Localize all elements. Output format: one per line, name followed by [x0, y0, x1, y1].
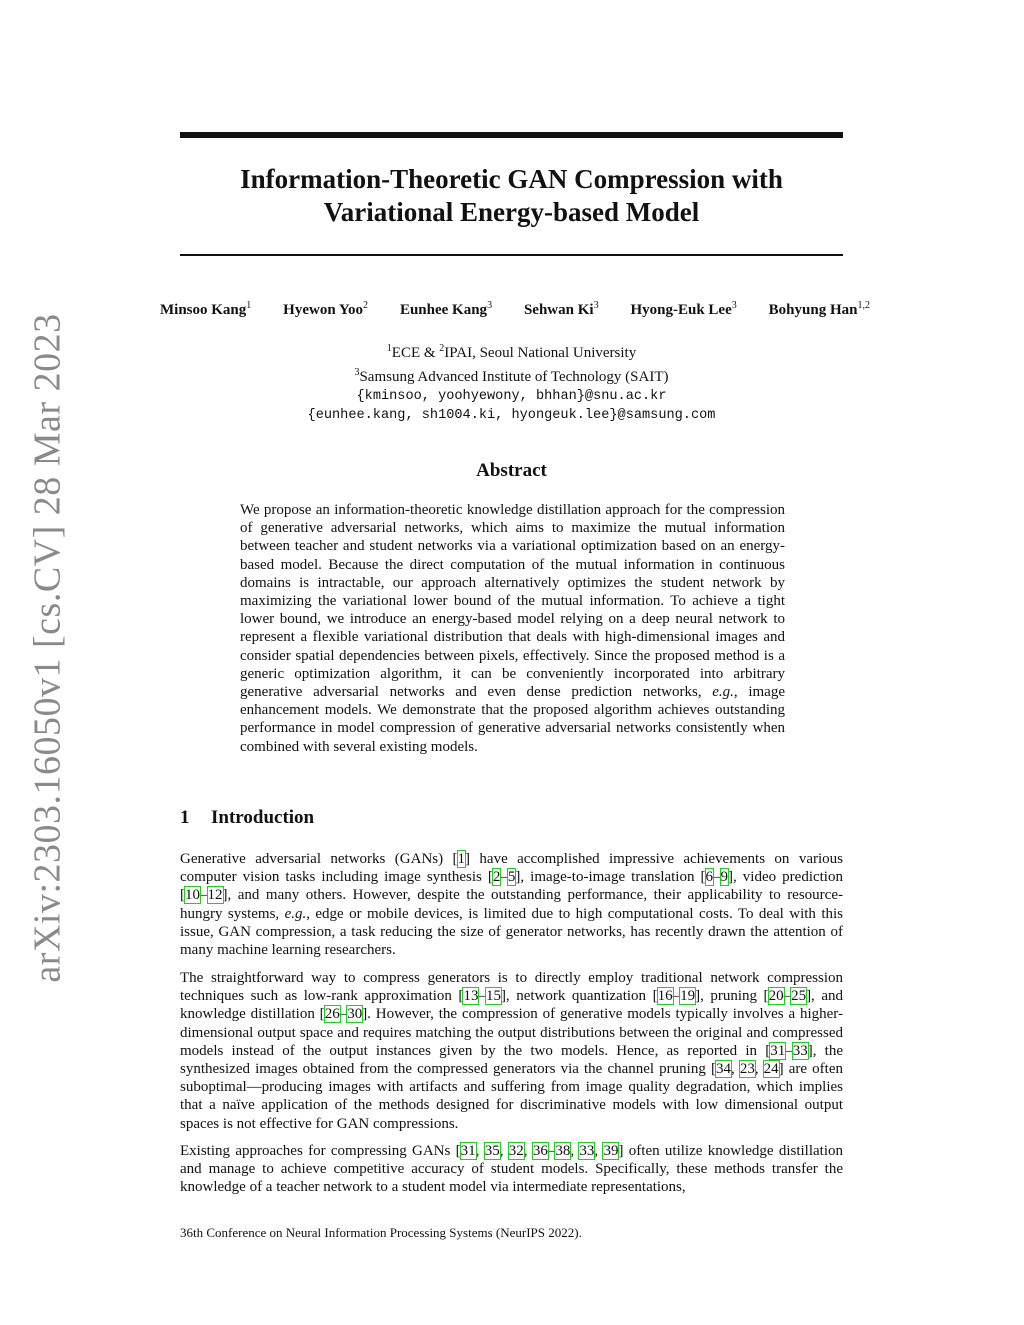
- citation-link[interactable]: 25: [791, 988, 807, 1005]
- citation-link[interactable]: 1: [457, 851, 466, 867]
- email-samsung: {eunhee.kang, sh1004.ki, hyongeuk.lee}@samsung.com: [307, 408, 716, 423]
- citation-link[interactable]: 19: [680, 988, 696, 1005]
- affiliation-snu: $^1$ECE & $^2$IPAI, Seoul National University: [386, 343, 637, 361]
- intro-paragraph-3: Existing approaches for compressing GANs [31, 35, 32, 36–38, 33, 39] often utilize knowledge distillation and manage to achieve competitive accuracy of student models. Specifically, these methods transfer the knowledge of a teacher network to a student model via intermediate representations,: [180, 1143, 844, 1196]
- citation-link[interactable]: 23: [739, 1061, 755, 1078]
- citation-link[interactable]: 10: [185, 887, 200, 904]
- author: Bohyung Han$^{1,2}$: [768, 300, 870, 318]
- citation-link[interactable]: 5: [507, 869, 516, 886]
- citation-link[interactable]: 9: [720, 869, 729, 886]
- citation-link[interactable]: 15: [485, 988, 501, 1005]
- paper-title: [180, 163, 843, 229]
- title-top-rule: [180, 132, 843, 138]
- citation-link[interactable]: 26: [324, 1006, 340, 1023]
- citation-link[interactable]: 31: [460, 1143, 476, 1159]
- citation-link[interactable]: 38: [555, 1143, 571, 1159]
- citation-link[interactable]: 16: [657, 988, 673, 1005]
- citation-link[interactable]: 33: [579, 1143, 595, 1159]
- author: Hyong-Euk Lee$^3$: [630, 300, 737, 318]
- conference-footnote: 36th Conference on Neural Information Processing Systems (NeurIPS 2022).: [180, 1225, 582, 1240]
- author-list: [160, 300, 870, 319]
- abstract-body: We propose an information-theoretic knowledge distillation approach for the compression of generative adversarial networks, which aims to maximize the mutual information between teacher and student networks via a variational optimization based on an energy-based model. Because the direct computation of the mutual information in continuous domains is intractable, our approach alternatively optimizes the student network by maximizing the variational lower bound of the mutual information. To achieve a tight lower bound, we introduce an energy-based model relying on a deep neural network to represent a flexible variational distribution that deals with high-dimensional images and consider spatial dependencies between pixels, effectively. Since the proposed method is a generic optimization algorithm, it can be conveniently incorporated into arbitrary generative adversarial networks and even dense prediction networks, e.g., image enhancement models. We demonstrate that the proposed algorithm achieves outstanding performance in model compression of generative adversarial networks consistently when combined with several existing models.: [240, 502, 785, 755]
- author: Eunhee Kang$^3$: [399, 300, 493, 318]
- citation-link[interactable]: 24: [763, 1061, 779, 1078]
- citation-link[interactable]: 13: [463, 988, 479, 1005]
- citation-link[interactable]: 30: [347, 1006, 363, 1023]
- author: Hyewon Yoo$^2$: [283, 300, 369, 318]
- affiliation-sait: $^3$Samsung Advanced Institute of Technology (SAIT): [354, 367, 669, 385]
- arxiv-identifier: arXiv:2303.16050v1 [cs.CV] 28 Mar 2023: [27, 313, 70, 983]
- intro-paragraph-2: The straightforward way to compress generators is to directly employ traditional network compression techniques such as low-rank approximation [13–15], network quantization [16–19], pruning [20–25], and knowledge distillation [26–30]. However, the compression of generative models typically involves a higher-dimensional output space and requires matching the output distributions between the original and compressed models instead of the output instances given by the two models. Hence, as reported in [31–33], the synthesized images obtained from the compressed generators via the channel pruning [34, 23, 24] are often suboptimal—producing images with artifacts and suffering from image quality degradation, which implies that a naïve application of the methods designed for discriminative models with low dimensional output spaces is not effective for GAN compressions.: [180, 970, 844, 1132]
- abstract-heading: Abstract: [476, 460, 547, 481]
- citation-link[interactable]: 20: [768, 988, 784, 1005]
- citation-link[interactable]: 36: [532, 1143, 548, 1159]
- author: Sehwan Ki$^3$: [523, 300, 599, 318]
- title-line-1: Information-Theoretic GAN Compression with: [240, 164, 783, 194]
- citation-link[interactable]: 6: [705, 869, 714, 886]
- citation-link[interactable]: 33: [792, 1042, 808, 1059]
- intro-paragraph-1: Generative adversarial networks (GANs) [1] have accomplished impressive achievements on various computer vision tasks including image synthesis [2–5], image-to-image translation [6–9], video prediction [10–12], and many others. However, despite the outstanding performance, their applicability to resource-hungry systems, e.g., edge or mobile devices, is limited due to high computational costs. To deal with this issue, GAN compression, a task reducing the size of generator networks, has recently drawn the attention of many machine learning researchers.: [180, 851, 843, 959]
- citation-link[interactable]: 34: [715, 1061, 731, 1078]
- author: Minsoo Kang$^1$: [160, 300, 252, 318]
- title-line-2: Variational Energy-based Model: [323, 197, 700, 227]
- citation-link[interactable]: 12: [207, 887, 223, 904]
- arxiv-side-stamp: [18, 313, 78, 983]
- affiliations: [180, 339, 843, 425]
- email-snu: {kminsoo, yoohyewony, bhhan}@snu.ac.kr: [356, 389, 667, 404]
- citation-link[interactable]: 31: [770, 1042, 786, 1059]
- citation-link[interactable]: 39: [603, 1143, 619, 1159]
- citation-link[interactable]: 35: [484, 1143, 500, 1159]
- section-heading-introduction: 1 Introduction: [180, 807, 315, 828]
- citation-link[interactable]: 2: [492, 869, 501, 886]
- title-bottom-rule: [180, 254, 843, 256]
- citation-link[interactable]: 32: [508, 1143, 524, 1159]
